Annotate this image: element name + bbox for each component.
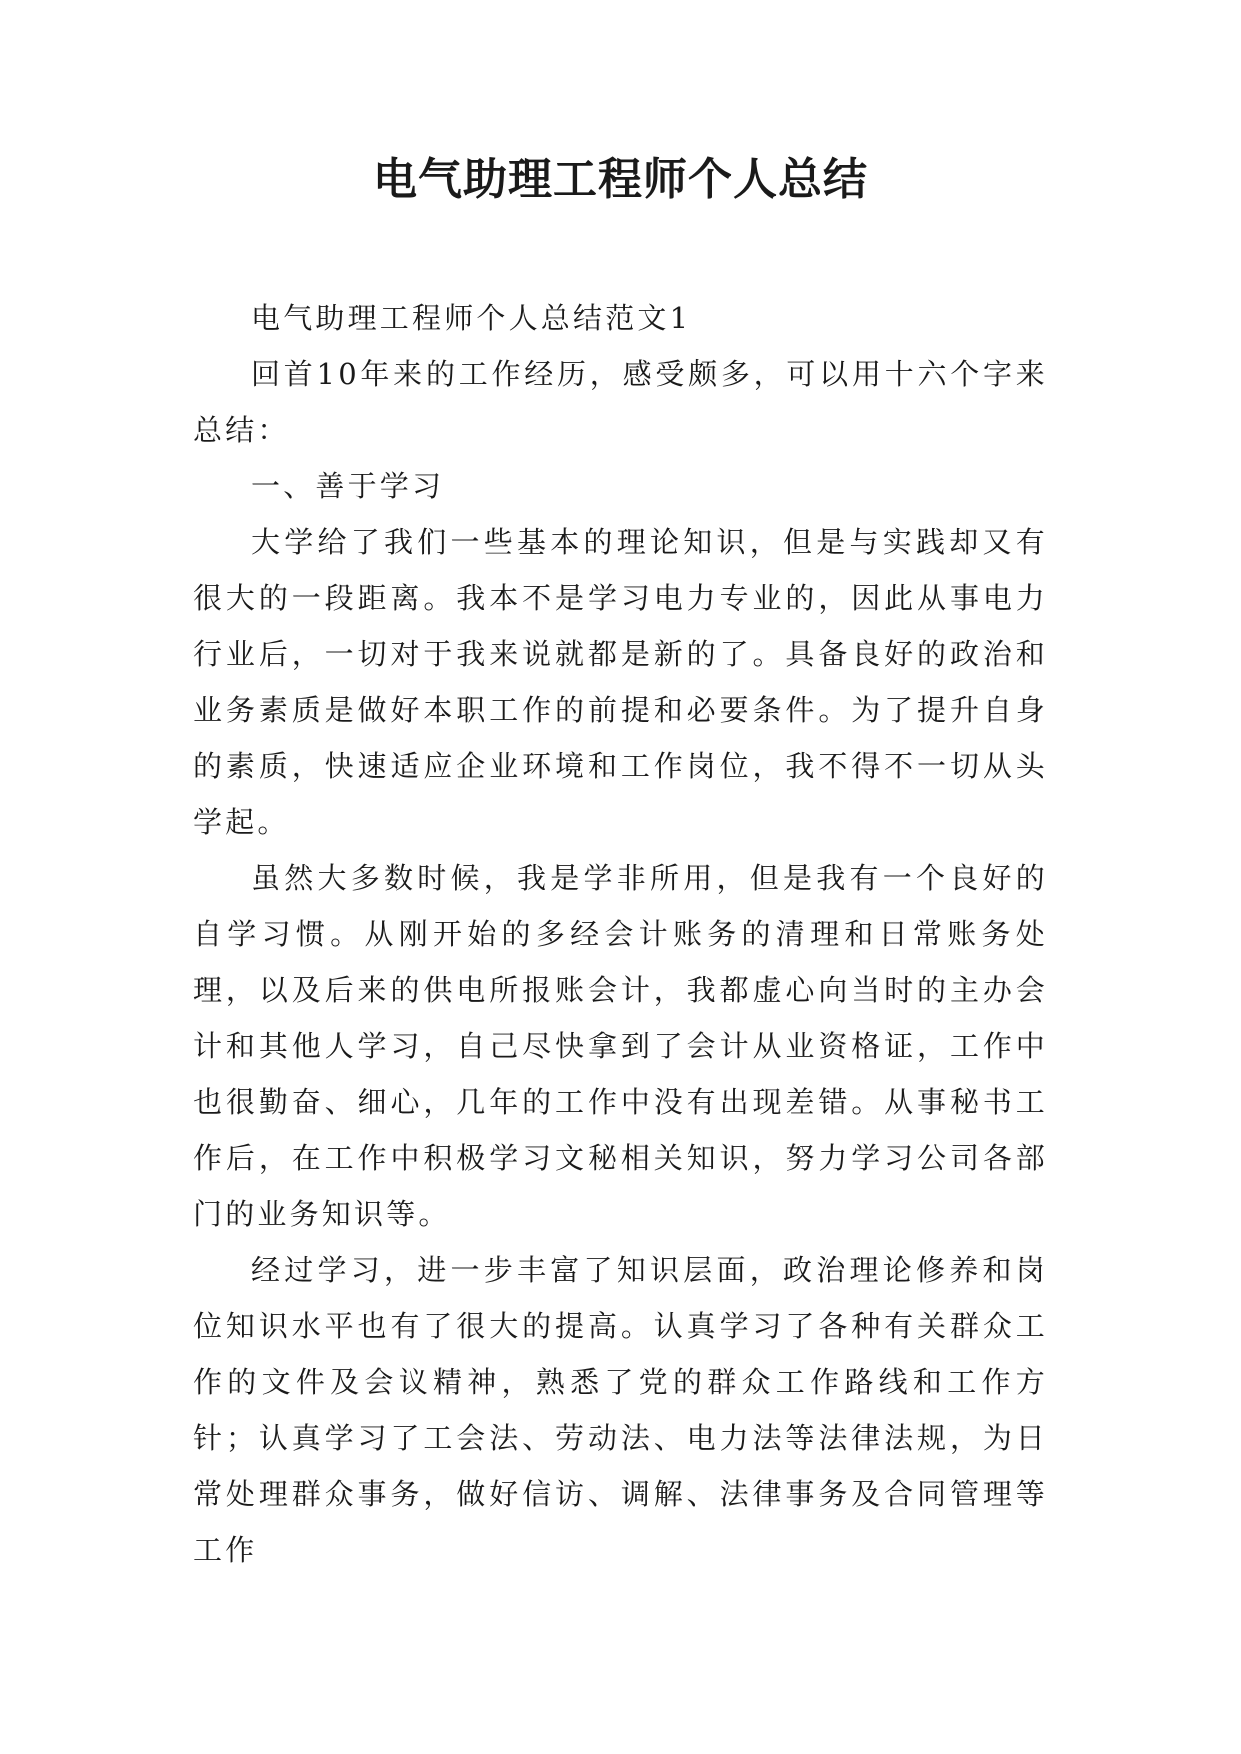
- paragraph: 大学给了我们一些基本的理论知识，但是与实践却又有很大的一段距离。我本不是学习电力专业的，因此从事电力行业后，一切对于我来说就都是新的了。具备良好的政治和业务素质是做好本职工作的前提和必要条件。为了提升自身的素质，快速适应企业环境和工作岗位，我不得不一切从头学起。: [193, 525, 1048, 839]
- paragraph-subtitle: 电气助理工程师个人总结范文1: [251, 301, 692, 335]
- section-heading-learning: 一、善于学习: [251, 469, 445, 503]
- document-body: [193, 290, 1048, 1578]
- paragraph-intro: 回首10年来的工作经历，感受颇多，可以用十六个字来总结：: [193, 357, 1048, 447]
- paragraph: 虽然大多数时候，我是学非所用，但是我有一个良好的自学习惯。从刚开始的多经会计账务的清理和日常账务处理，以及后来的供电所报账会计，我都虚心向当时的主办会计和其他人学习，自己尽快拿到了会计从业资格证，工作中也很勤奋、细心，几年的工作中没有出现差错。从事秘书工作后，在工作中积极学习文秘相关知识，努力学习公司各部门的业务知识等。: [193, 861, 1048, 1231]
- document-title: 电气助理工程师个人总结: [373, 154, 868, 205]
- paragraph: 经过学习，进一步丰富了知识层面，政治理论修养和岗位知识水平也有了很大的提高。认真学习了各种有关群众工作的文件及会议精神，熟悉了党的群众工作路线和工作方针；认真学习了工会法、劳动法、电力法等法律法规，为日常处理群众事务，做好信访、调解、法律事务及合同管理等工作: [193, 1253, 1048, 1567]
